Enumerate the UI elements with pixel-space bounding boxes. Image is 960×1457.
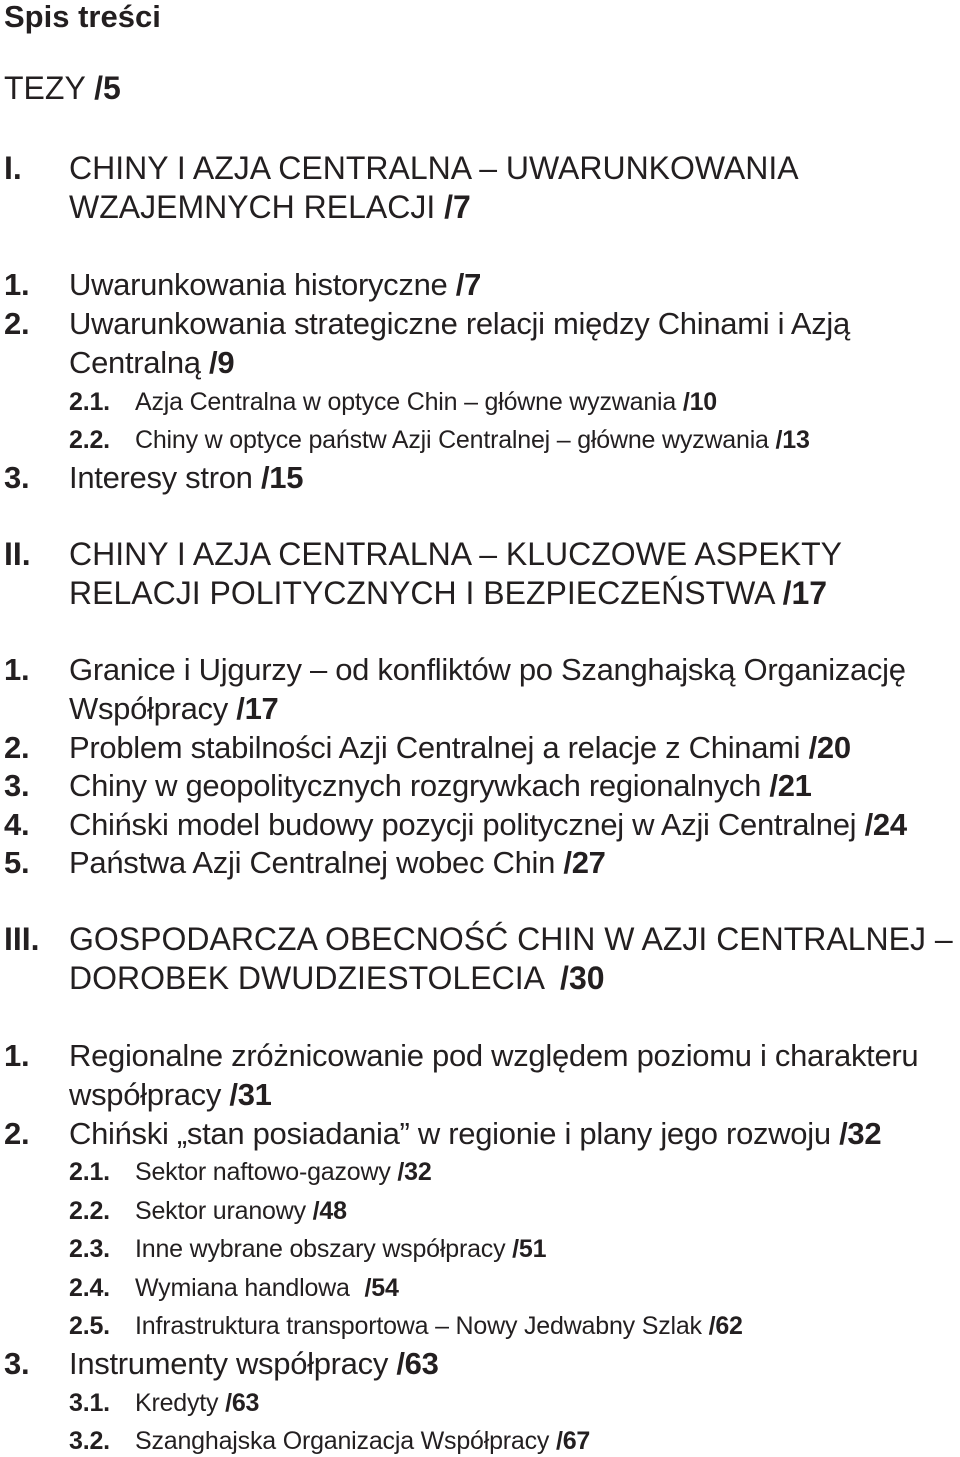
subitem-number: 2.4. xyxy=(69,1274,110,1302)
toc-page-number: /24 xyxy=(864,807,907,842)
item-number: 2. xyxy=(4,1116,30,1151)
toc-entry-label: TEZY xyxy=(4,70,86,106)
toc-subentry[interactable] xyxy=(135,1197,347,1226)
toc-entry-label: Sektor naftowo-gazowy xyxy=(135,1158,391,1186)
toc-entry-label: Instrumenty współpracy xyxy=(69,1346,389,1381)
subitem-number: 2.1. xyxy=(69,1158,110,1186)
section-heading[interactable] xyxy=(69,575,827,612)
section-heading[interactable] xyxy=(69,536,842,573)
toc-entry-label: Uwarunkowania historyczne xyxy=(69,267,448,302)
toc-entry-label: Azja Centralna w optyce Chin – główne wyzwania xyxy=(135,388,677,416)
toc-subentry[interactable] xyxy=(135,388,717,417)
section-heading[interactable] xyxy=(69,189,471,226)
section-number: III. xyxy=(4,921,40,957)
toc-page-number: /67 xyxy=(555,1427,591,1455)
toc-entry-label: Szanghajska Organizacja Współpracy xyxy=(135,1427,550,1455)
item-number: 2. xyxy=(4,306,30,341)
toc-entry[interactable] xyxy=(69,730,851,766)
item-number: 3. xyxy=(4,768,30,803)
toc-entry-label: Infrastruktura transportowa – Nowy Jedwabny Szlak xyxy=(135,1312,702,1340)
toc-entry-label: Regionalne zróżnicowanie pod względem poziomu i charakteru xyxy=(69,1038,919,1073)
section-heading-line: WZAJEMNYCH RELACJI xyxy=(69,189,436,225)
item-number: 2. xyxy=(4,730,30,765)
section-number: II. xyxy=(4,536,31,572)
section-heading[interactable] xyxy=(69,921,953,958)
item-number: 1. xyxy=(4,267,30,302)
toc-entry[interactable] xyxy=(69,460,303,496)
toc-entry-label: współpracy xyxy=(69,1077,222,1112)
toc-entry[interactable] xyxy=(69,1038,918,1074)
subitem-number: 2.1. xyxy=(69,388,110,416)
section-heading-line: DOROBEK DWUDZIESTOLECIA xyxy=(69,960,544,996)
toc-page-number: /27 xyxy=(563,845,606,880)
item-number: 5. xyxy=(4,845,30,880)
subitem-number: 2.2. xyxy=(69,1197,110,1225)
toc-entry-label: Uwarunkowania strategiczne relacji między Chinami i Azją xyxy=(69,306,850,341)
toc-entry-label: Chiński model budowy pozycji politycznej w Azji Centralnej xyxy=(69,807,857,842)
toc-page-number: /30 xyxy=(560,960,605,996)
subitem-number: 2.5. xyxy=(69,1312,110,1340)
toc-entry[interactable] xyxy=(69,1077,272,1113)
toc-entry[interactable] xyxy=(69,845,606,881)
toc-page-number: /54 xyxy=(364,1274,399,1302)
toc-entry-label: Granice i Ujgurzy – od konfliktów po Szanghajską Organizację xyxy=(69,652,906,687)
toc-subentry[interactable] xyxy=(135,1274,399,1303)
toc-page-number: /15 xyxy=(260,460,304,495)
toc-entry-label: Interesy stron xyxy=(69,460,253,495)
toc-entry-label: Problem stabilności Azji Centralnej a relacje z Chinami xyxy=(69,730,801,765)
toc-page-number: /21 xyxy=(769,768,812,803)
section-heading-line: CHINY I AZJA CENTRALNA – KLUCZOWE ASPEKTY xyxy=(69,536,842,572)
toc-page-number: /32 xyxy=(397,1158,432,1186)
toc-entry[interactable] xyxy=(69,1116,881,1152)
toc-subentry[interactable] xyxy=(135,1389,259,1418)
toc-entry-label: Inne wybrane obszary współpracy xyxy=(135,1235,506,1263)
subitem-number: 2.3. xyxy=(69,1235,110,1263)
toc-page-number: /62 xyxy=(708,1312,743,1340)
toc-entry-label: Chiński „stan posiadania” w regionie i plany jego rozwoju xyxy=(69,1116,831,1151)
toc-page-number: /13 xyxy=(775,426,810,454)
toc-entry[interactable] xyxy=(69,306,850,342)
subitem-number: 3.2. xyxy=(69,1427,110,1455)
toc-entry-label: Współpracy xyxy=(69,691,228,726)
toc-page-number: /17 xyxy=(236,691,279,726)
toc-entry[interactable] xyxy=(69,768,812,804)
section-heading-line: CHINY I AZJA CENTRALNA – UWARUNKOWANIA xyxy=(69,150,799,186)
toc-entry-label: Wymiana handlowa xyxy=(135,1274,350,1302)
item-number: 4. xyxy=(4,807,30,842)
toc-entry-label: Centralną xyxy=(69,345,201,380)
toc-subentry[interactable] xyxy=(135,1235,546,1264)
subitem-number: 2.2. xyxy=(69,426,110,454)
toc-page-number: /5 xyxy=(94,70,121,106)
section-number: I. xyxy=(4,150,22,186)
page-title: Spis treści xyxy=(4,0,161,34)
subitem-number: 3.1. xyxy=(69,1389,110,1417)
toc-page-number: /20 xyxy=(808,730,851,765)
toc-entry-label: Chiny w geopolitycznych rozgrywkach regionalnych xyxy=(69,768,762,803)
toc-page-number: /63 xyxy=(225,1389,260,1417)
toc-page-number: /31 xyxy=(229,1077,272,1112)
toc-entry-label: Sektor uranowy xyxy=(135,1197,306,1225)
toc-subentry[interactable] xyxy=(135,1158,432,1187)
toc-page-number: /9 xyxy=(209,345,235,380)
toc-page-number: /63 xyxy=(396,1346,439,1381)
toc-page-number: /51 xyxy=(512,1235,547,1263)
toc-page-number: /10 xyxy=(682,388,717,416)
item-number: 3. xyxy=(4,1346,30,1381)
section-heading-line: RELACJI POLITYCZNYCH I BEZPIECZEŃSTWA xyxy=(69,575,774,611)
toc-entry[interactable] xyxy=(69,345,234,381)
item-number: 3. xyxy=(4,460,30,495)
toc-entry[interactable] xyxy=(69,691,278,727)
toc-entry-label: Chiny w optyce państw Azji Centralnej – główne wyzwania xyxy=(135,426,769,454)
toc-page-number: /32 xyxy=(839,1116,882,1151)
toc-page-number: /48 xyxy=(312,1197,347,1225)
toc-page-number: /17 xyxy=(782,575,828,611)
item-number: 1. xyxy=(4,652,30,687)
toc-subentry[interactable] xyxy=(135,1427,590,1456)
toc-subentry[interactable] xyxy=(135,1312,743,1341)
toc-page-number: /7 xyxy=(444,189,471,225)
item-number: 1. xyxy=(4,1038,30,1073)
toc-entry-label: Państwa Azji Centralnej wobec Chin xyxy=(69,845,556,880)
toc-entry[interactable] xyxy=(69,267,481,303)
toc-subentry[interactable] xyxy=(135,426,810,455)
toc-entry[interactable] xyxy=(69,807,907,843)
section-heading-line: GOSPODARCZA OBECNOŚĆ CHIN W AZJI CENTRALNEJ – xyxy=(69,921,953,957)
toc-page-number: /7 xyxy=(455,267,482,302)
toc-entry[interactable] xyxy=(69,1346,439,1382)
toc-entry-label: Kredyty xyxy=(135,1389,219,1417)
toc-entry-tezy[interactable] xyxy=(4,72,121,104)
toc-entry[interactable] xyxy=(69,652,906,688)
section-heading[interactable] xyxy=(69,150,799,187)
section-heading[interactable] xyxy=(69,960,605,997)
